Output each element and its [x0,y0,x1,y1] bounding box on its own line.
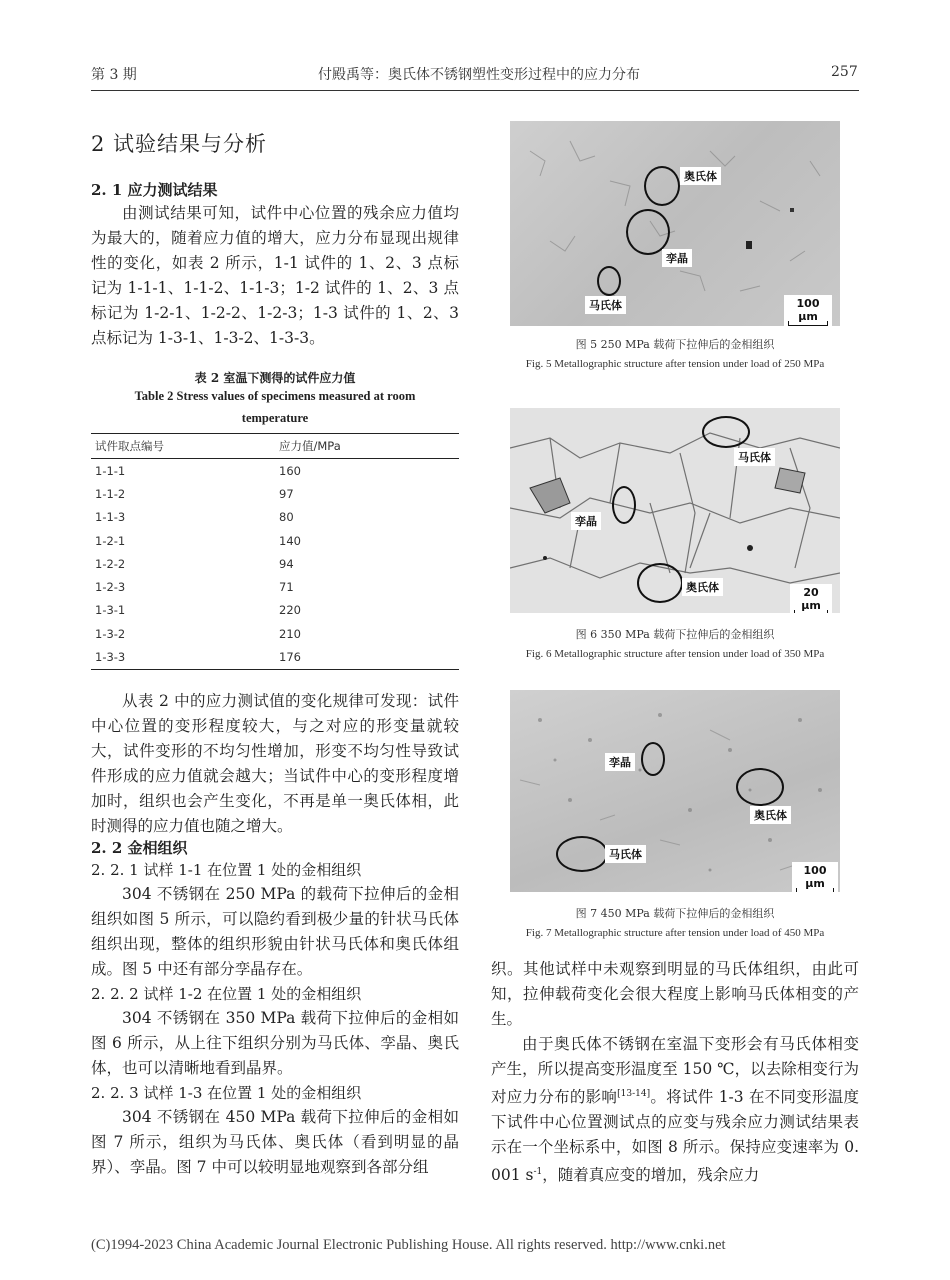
table-cell-specimen: 1-2-3 [95,580,126,595]
table-cell-specimen: 1-1-3 [95,510,126,525]
figure-5-label-austenite: 奥氏体 [680,167,721,185]
table-cell-stress: 140 [279,533,301,548]
table-cell-specimen: 1-2-1 [95,533,126,548]
right-paragraph-2-text-a: 由于奥氏体不锈钢在室温下变形会有马氏体相变产生，所以提高变形温度至 150 ℃，以去除相变行为对应力分布的影响 [491,1035,859,1107]
table-row [91,575,459,598]
highlight-circle [736,768,784,806]
figure-5-label-twin: 孪晶 [662,249,692,267]
figure-7-scale-bar [792,862,838,892]
table-cell-stress: 220 [279,603,301,618]
figure-5-scale-bar [784,295,832,326]
table-cell-stress: 94 [279,556,294,571]
figure-7-scale-label: 100 μm [803,864,827,890]
table-cell-stress: 97 [279,486,294,501]
unit-superscript: -1 [533,1167,543,1178]
figure-7-micrograph [510,690,840,892]
right-paragraph-2-text-c: ，随着真应变的增加，残余应力 [542,1166,760,1185]
figure-7-caption-cn: 图 7 450 MPa 载荷下拉伸后的金相组织 [575,907,775,920]
right-paragraph-2 [491,1032,859,1188]
section-2-2-3-title: 2. 2. 3 试样 1-3 在位置 1 处的金相组织 [91,1084,362,1102]
highlight-circle [641,742,665,776]
running-header-page: 257 [831,64,858,80]
running-header-issue: 第 3 期 [91,67,137,83]
header-rule [91,90,859,91]
table-2-caption-en-line2: temperature [241,411,309,425]
figure-7-label-austenite: 奥氏体 [750,806,791,824]
table-header-row [91,434,459,459]
section-2-2-1-paragraph: 304 不锈钢在 250 MPa 的载荷下拉伸后的金相组织如图 5 所示，可以隐约看到极少量的针状马氏体组织出现，整体的组织形貌由针状马氏体和奥氏体组成。图 5 中还有部分孪晶存在。 [91,885,459,978]
section-2-title: 2 试验结果与分析 [91,132,268,156]
section-2-1-paragraph: 由测试结果可知，试件中心位置的残余应力值均为最大的，随着应力值的增大，应力分布显现出规律性的变化，如表 2 所示，1-1 试件的 1、2、3 点标记为 1-1-1、1-1-2、1-1-3；1-2 试件的 1、2、3 点标记为 1-2-1、1-2-2、1-2-3；1-3 试件的 1、2、3 点标记为 1-3-1、1-3-2、1-3-3。 [91,204,459,347]
figure-6-label-twin: 孪晶 [571,512,601,530]
table-row [91,506,459,529]
stress-table [91,433,459,670]
figure-6-scale-bar [790,584,832,613]
figure-6-caption-en: Fig. 6 Metallographic structure after tension under load of 350 MPa [525,648,825,660]
section-2-1-title: 2. 1 应力测试结果 [91,181,218,199]
section-2-2-title: 2. 2 金相组织 [91,839,188,857]
figure-7-label-martensite: 马氏体 [605,845,646,863]
highlight-circle [612,486,636,524]
highlight-circle [637,563,683,603]
highlight-circle [644,166,680,206]
table-cell-specimen: 1-2-2 [95,556,126,571]
table-row [91,482,459,505]
table-cell-specimen: 1-3-1 [95,603,126,618]
table-cell-stress: 160 [279,463,301,478]
table-2 [91,433,459,670]
table-row [91,459,459,483]
highlight-circle [702,416,750,448]
table-cell-specimen: 1-3-2 [95,626,126,641]
figure-5-caption-en: Fig. 5 Metallographic structure after tension under load of 250 MPa [525,358,825,370]
table-2-caption-cn: 表 2 室温下测得的试件应力值 [194,371,356,385]
table-row [91,622,459,645]
table-cell-stress: 71 [279,580,294,595]
figure-6-label-austenite: 奥氏体 [682,578,723,596]
section-2-2-2-paragraph: 304 不锈钢在 350 MPa 载荷下拉伸后的金相如图 6 所示，从上往下组织分别为马氏体、孪晶、奥氏体，也可以清晰地看到晶界。 [91,1009,459,1077]
section-2-2-2-title: 2. 2. 2 试样 1-2 在位置 1 处的金相组织 [91,985,362,1003]
highlight-circle [597,266,621,296]
table-cell-stress: 210 [279,626,301,641]
figure-5-scale-label: 100 μm [796,297,820,323]
table-row [91,645,459,669]
section-2-2-1-title: 2. 2. 1 试样 1-1 在位置 1 处的金相组织 [91,861,362,879]
figure-5-caption-cn: 图 5 250 MPa 载荷下拉伸后的金相组织 [575,338,775,351]
right-paragraph-2-text-b: 。将试件 1-3 在不同变形温度下试件中心位置测试点的应变与残余应力测试结果表示在一个坐标系中，如图 8 所示。保持应变速率为 0. 001 s [491,1088,859,1185]
figure-6-label-martensite: 马氏体 [734,448,775,466]
table-cell-specimen: 1-1-1 [95,463,126,478]
section-2-2-3-paragraph: 304 不锈钢在 450 MPa 载荷下拉伸后的金相如图 7 所示，组织为马氏体、奥氏体（看到明显的晶界）、孪晶。图 7 中可以较明显地观察到各部分组 [91,1108,459,1176]
table-row [91,552,459,575]
figure-7-label-twin: 孪晶 [605,753,635,771]
figure-6-micrograph [510,408,840,613]
table-header-specimen: 试件取点编号 [91,434,275,459]
highlight-circle [556,836,608,872]
table-cell-specimen: 1-1-2 [95,486,126,501]
table-2-caption-en-line1: Table 2 Stress values of specimens measured at room [134,389,416,403]
figure-7-caption-en: Fig. 7 Metallographic structure after tension under load of 450 MPa [525,927,825,939]
table-row [91,529,459,552]
copyright-footer: (C)1994-2023 China Academic Journal Electronic Publishing House. All rights reserved. http://www.cnki.net [91,1237,726,1253]
table-header-stress: 应力值/MPa [275,434,459,459]
table-cell-stress: 80 [279,510,294,525]
figure-5-label-martensite: 马氏体 [585,296,626,314]
table-row [91,599,459,622]
after-table-paragraph: 从表 2 中的应力测试值的变化规律可发现：试件中心位置的变形程度较大，与之对应的形变量就较大，试件变形的不均匀性增加，形变不均匀性导致试件形成的应力值就会越大；当试件中心的变形程度增加时，组织也会产生变化，不再是单一奥氏体相，此时测得的应力值也随之增大。 [91,692,459,835]
figure-5-micrograph [510,121,840,326]
figure-6-scale-label: 20 μm [801,586,821,612]
table-cell-stress: 176 [275,645,459,669]
figure-6-caption-cn: 图 6 350 MPa 载荷下拉伸后的金相组织 [575,628,775,641]
reference-citation[interactable]: [13-14] [617,1089,651,1099]
table-cell-specimen: 1-3-3 [91,645,275,669]
continued-paragraph: 织。其他试样中未观察到明显的马氏体组织，由此可知，拉伸载荷变化会很大程度上影响马氏体相变的产生。 [491,960,859,1028]
running-header-title: 付殿禹等：奥氏体不锈钢塑性变形过程中的应力分布 [318,67,640,83]
